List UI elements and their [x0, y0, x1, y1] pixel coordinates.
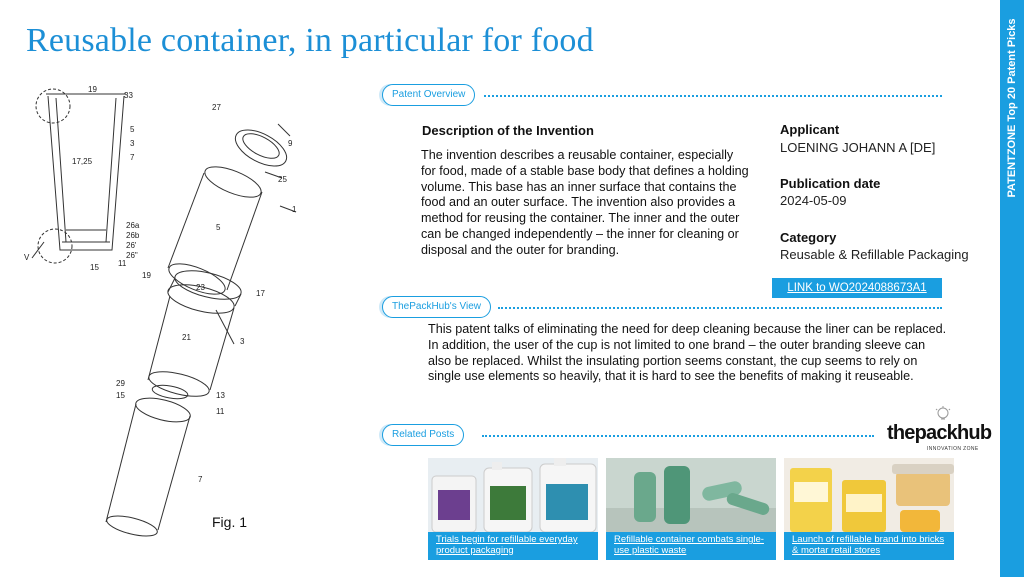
figure-caption: Fig. 1	[212, 514, 248, 530]
svg-text:3: 3	[240, 337, 245, 346]
patent-drawing-svg	[20, 80, 340, 540]
svg-text:26a: 26a	[126, 221, 140, 230]
related-post-3-title[interactable]: Launch of refillable brand into bricks & mortar retail stores	[784, 532, 954, 560]
related-post-2-title[interactable]: Refillable container combats single-use plastic waste	[606, 532, 776, 560]
svg-text:17: 17	[256, 289, 265, 298]
patent-link-button[interactable]: LINK to WO2024088673A1	[772, 278, 942, 298]
description-text: The invention describes a reusable container, especially for food, made of a stable base body that defines a holding volume. This base has an inner surface that contains the food and an outer surface. The invention also provides a method for reusing the container. The inner and the outer can be changed independently – the inner for cleaning or disposal and the outer for branding.	[421, 148, 749, 257]
svg-text:17,25: 17,25	[72, 157, 93, 166]
description-heading: Description of the Invention	[422, 123, 594, 138]
svg-text:13: 13	[216, 391, 225, 400]
publication-date-value: 2024-05-09	[780, 193, 847, 208]
svg-text:11: 11	[216, 407, 225, 416]
svg-text:25: 25	[278, 175, 287, 184]
svg-text:19: 19	[88, 85, 97, 94]
related-post-1[interactable]	[428, 458, 598, 560]
svg-text:26": 26"	[126, 251, 138, 260]
patent-drawing	[20, 80, 340, 540]
svg-text:11: 11	[118, 259, 127, 268]
packhub-view-tab: ThePackHub's View	[382, 296, 491, 318]
svg-text:V: V	[24, 253, 30, 262]
svg-text:27: 27	[212, 103, 221, 112]
logo-wordmark: thepackhub	[887, 422, 992, 444]
thepackhub-logo	[887, 418, 992, 454]
related-post-2-image	[606, 458, 776, 532]
svg-text:29: 29	[116, 379, 125, 388]
svg-text:26': 26'	[126, 241, 137, 250]
related-post-2[interactable]	[606, 458, 776, 560]
side-banner-text: PATENTZONE Top 20 Patent Picks	[1006, 18, 1018, 198]
svg-text:9: 9	[288, 139, 293, 148]
applicant-label: Applicant	[780, 122, 840, 137]
overview-divider	[484, 95, 942, 97]
svg-text:3: 3	[130, 139, 135, 148]
svg-text:7: 7	[198, 475, 203, 484]
applicant-value: LOENING JOHANN A [DE]	[780, 140, 936, 155]
svg-text:15: 15	[116, 391, 125, 400]
page-title: Reusable container, in particular for food	[26, 22, 594, 59]
svg-text:15: 15	[90, 263, 99, 272]
svg-text:5: 5	[130, 125, 135, 134]
svg-text:5: 5	[216, 223, 221, 232]
related-post-1-title[interactable]: Trials begin for refillable everyday product packaging	[428, 532, 598, 560]
related-posts-tab: Related Posts	[382, 424, 464, 446]
svg-text:21: 21	[182, 333, 191, 342]
category-label: Category	[780, 230, 837, 245]
category-value: Reusable & Refillable Packaging	[780, 247, 969, 262]
view-divider	[498, 307, 942, 309]
svg-text:7: 7	[130, 153, 135, 162]
svg-text:33: 33	[124, 91, 133, 100]
related-post-3[interactable]	[784, 458, 954, 560]
svg-text:26b: 26b	[126, 231, 140, 240]
logo-subtitle: INNOVATION ZONE	[927, 446, 979, 452]
related-divider	[482, 435, 874, 437]
related-post-3-image	[784, 458, 954, 532]
svg-text:1: 1	[292, 205, 297, 214]
svg-text:23: 23	[196, 283, 205, 292]
packhub-view-text: This patent talks of eliminating the need for deep cleaning because the liner can be replaced. In addition, the user of the cup is not limited to one brand – the outer branding sleeve can also be replaced. Whilst the insulating portion seems constant, the cup seems to rely on single use elements so heavily, that it is hard to see the benefits of making it reuseable.	[428, 322, 947, 384]
svg-text:19: 19	[142, 271, 151, 280]
publication-date-label: Publication date	[780, 176, 881, 191]
patent-overview-tab: Patent Overview	[382, 84, 475, 106]
related-post-1-image	[428, 458, 598, 532]
side-banner	[1000, 0, 1024, 577]
